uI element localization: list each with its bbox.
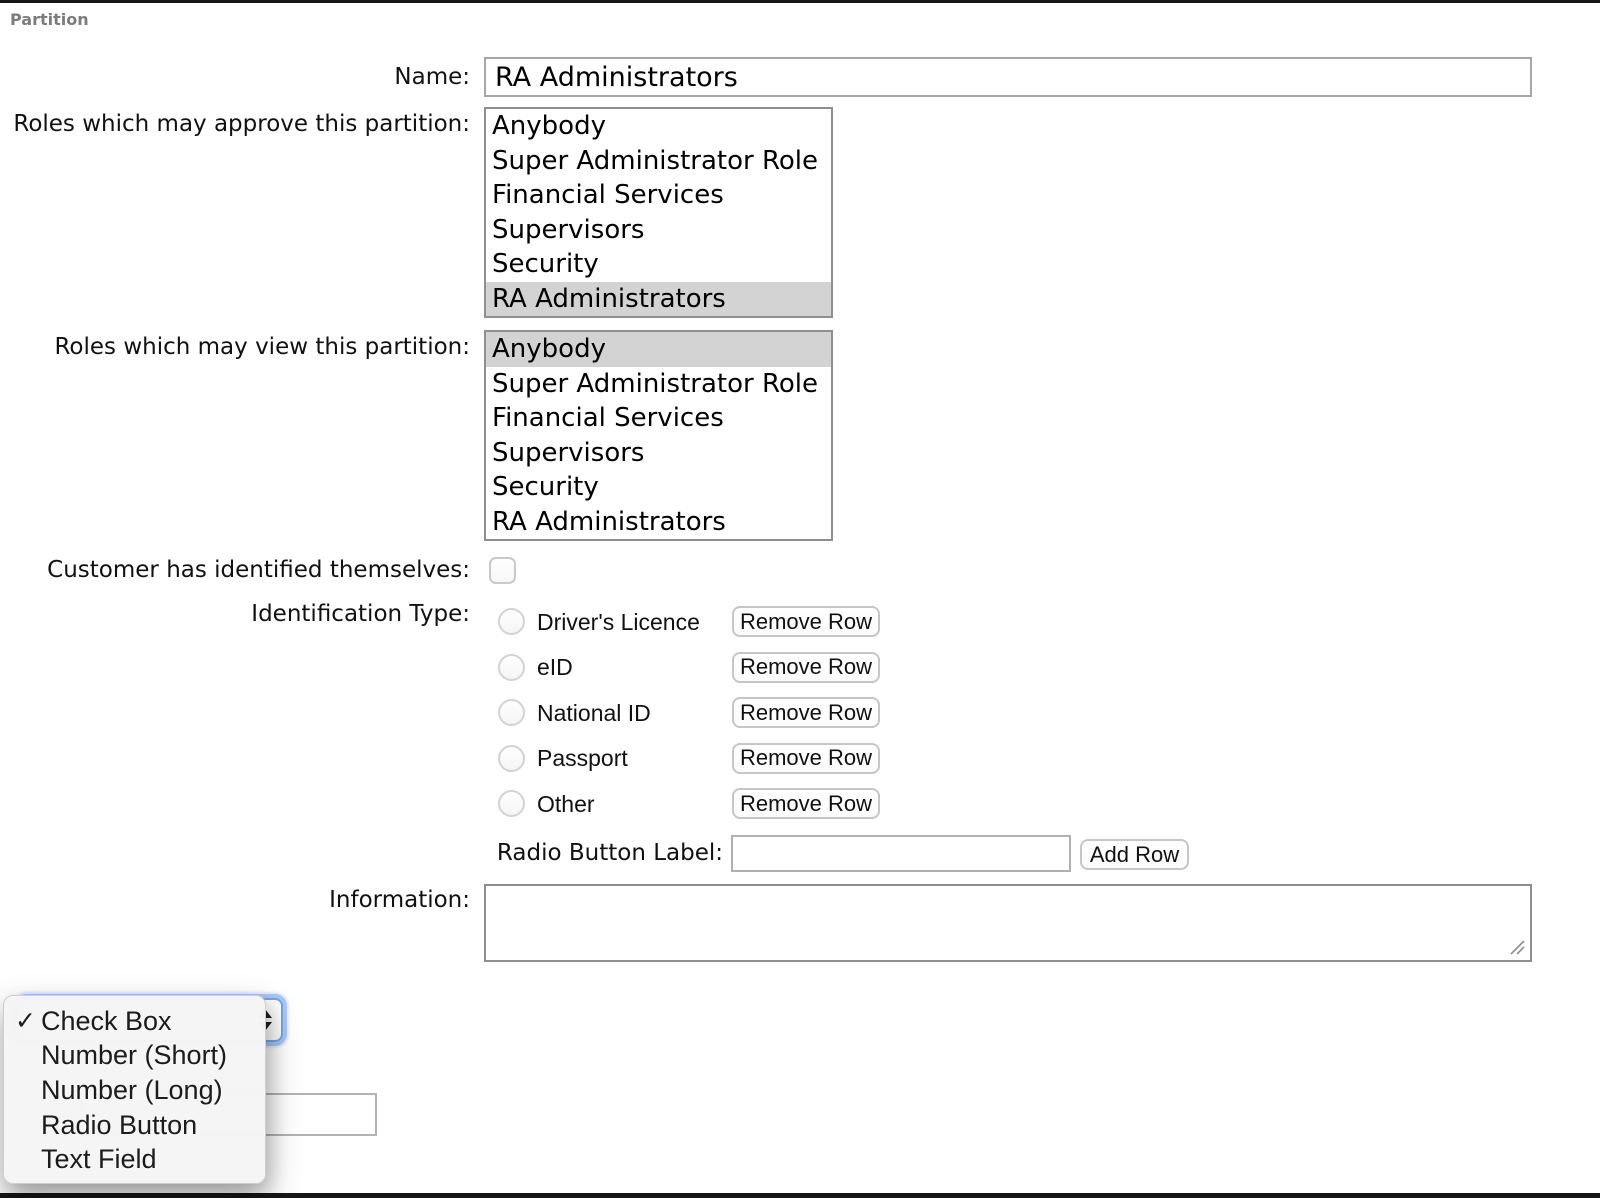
top-divider [0, 0, 1600, 3]
view-roles-listbox[interactable] [484, 330, 833, 541]
field-type-dropdown-menu [3, 995, 266, 1184]
radio-button[interactable] [498, 699, 525, 726]
radio-label: Other [537, 790, 595, 817]
radio-button-label-label: Radio Button Label: [496, 840, 723, 866]
remove-row-button[interactable]: Remove Row [732, 606, 880, 637]
name-label: Name: [394, 64, 470, 90]
radio-label: Driver's Licence [537, 608, 700, 635]
dropdown-option[interactable] [4, 1039, 265, 1074]
identification-row [498, 606, 880, 638]
remove-row-button[interactable]: Remove Row [732, 697, 880, 728]
identification-row [498, 743, 880, 775]
add-row-button[interactable]: Add Row [1080, 839, 1189, 870]
listbox-option-selected[interactable]: Anybody [486, 332, 831, 367]
dropdown-option-selected[interactable] [4, 1004, 265, 1039]
view-roles-label: Roles which may view this partition: [54, 334, 470, 360]
listbox-option[interactable]: Supervisors [492, 437, 645, 468]
identification-row [498, 697, 880, 729]
listbox-option[interactable]: Anybody [492, 111, 606, 142]
dropdown-option[interactable] [4, 1073, 265, 1108]
radio-label: Passport [537, 745, 628, 771]
dropdown-option[interactable] [4, 1108, 265, 1143]
information-textarea[interactable] [484, 884, 1532, 962]
customer-identified-checkbox[interactable] [489, 557, 516, 584]
remove-row-button[interactable]: Remove Row [732, 788, 880, 819]
customer-identified-label: Customer has identified themselves: [47, 557, 470, 583]
listbox-option-selected[interactable]: RA Administrators [486, 282, 831, 317]
listbox-option[interactable]: Supervisors [492, 214, 645, 245]
radio-label: eID [537, 654, 573, 680]
identification-row [498, 652, 880, 684]
listbox-option[interactable]: Security [492, 249, 599, 280]
information-label: Information: [329, 887, 470, 913]
dropdown-option-label: Number (Short) [41, 1040, 228, 1071]
dropdown-option[interactable] [4, 1142, 265, 1177]
identification-type-label: Identification Type: [251, 601, 470, 627]
radio-button[interactable] [498, 608, 525, 635]
radio-button[interactable] [498, 654, 525, 681]
name-input-value: RA Administrators [495, 61, 738, 93]
dropdown-option-label: Check Box [41, 1005, 172, 1036]
radio-label: National ID [537, 699, 651, 726]
listbox-option[interactable]: Super Administrator Role [492, 145, 818, 176]
listbox-option[interactable]: Super Administrator Role [492, 368, 818, 399]
checkmark-icon: ✓ [15, 1007, 36, 1036]
remove-row-button[interactable]: Remove Row [732, 743, 880, 774]
approve-roles-label: Roles which may approve this partition: [13, 111, 470, 137]
listbox-option[interactable]: Financial Services [492, 180, 724, 211]
name-input[interactable] [484, 57, 1532, 97]
radio-button-label-input[interactable] [731, 835, 1071, 872]
remove-row-button[interactable]: Remove Row [732, 652, 880, 683]
radio-button[interactable] [498, 745, 525, 772]
dropdown-option-label: Radio Button [41, 1109, 198, 1140]
bottom-divider [0, 1193, 1600, 1198]
listbox-option[interactable]: Security [492, 472, 599, 503]
dropdown-option-label: Text Field [41, 1144, 157, 1175]
listbox-option[interactable]: Financial Services [492, 403, 724, 434]
listbox-option[interactable]: RA Administrators [492, 506, 726, 537]
resize-grip-icon[interactable] [1507, 937, 1527, 957]
identification-row [498, 788, 880, 820]
approve-roles-listbox[interactable] [484, 107, 833, 318]
section-title: Partition [10, 10, 89, 29]
radio-button[interactable] [498, 790, 525, 817]
dropdown-option-label: Number (Long) [41, 1074, 223, 1105]
